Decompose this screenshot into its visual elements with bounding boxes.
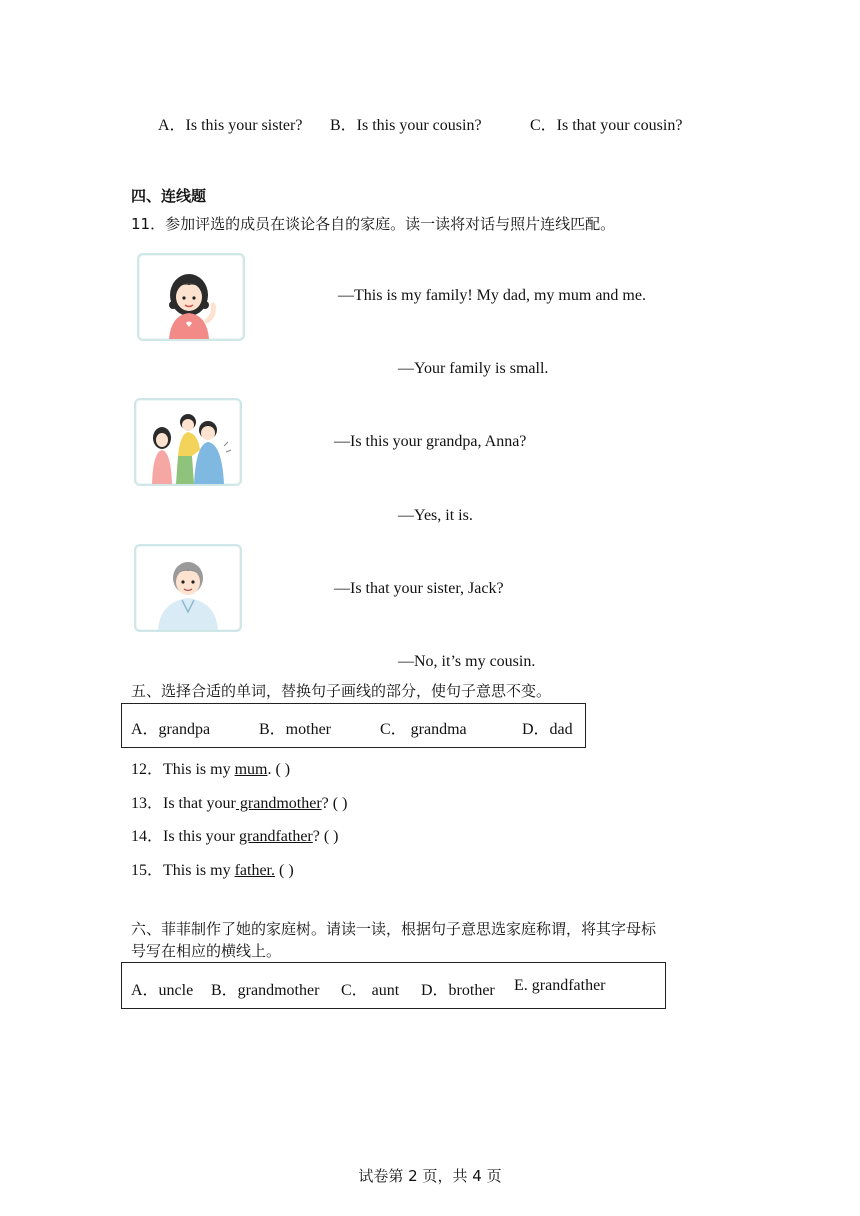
- question-14: [131, 823, 339, 846]
- section5-option-b: B．mother: [259, 721, 331, 738]
- page-footer: 试卷第 2 页，共 4 页: [358, 1167, 502, 1185]
- section4-heading: 四、连线题: [131, 187, 207, 205]
- question-12-underlined: mum: [234, 761, 268, 778]
- question-13-underlined: grandmother: [235, 795, 322, 812]
- section5-heading: 五、选择合适的单词，替换句子画线的部分，使句子意思不变。: [131, 682, 552, 700]
- dialog-line-1: —This is my family! My dad, my mum and me.: [338, 287, 646, 304]
- section6-options-box: [121, 962, 666, 1009]
- question-14-prefix: 14．Is this your: [131, 828, 240, 845]
- section6-option-a: A．uncle: [131, 982, 194, 999]
- question-15-underlined: father.: [234, 862, 275, 879]
- question-15: [131, 857, 294, 880]
- question-14-underlined: grandfather: [239, 828, 313, 845]
- section6-heading-line1: 六、菲菲制作了她的家庭树。请读一读，根据句子意思选家庭称谓，将其字母标: [131, 920, 657, 938]
- question-12-prefix: 12．This is my: [131, 761, 235, 778]
- grandpa-photo: [134, 544, 242, 632]
- q10-option-a: A．Is this your sister?: [158, 117, 303, 134]
- dialog-line-2: —Your family is small.: [398, 360, 549, 377]
- section5-option-a: A．grandpa: [131, 721, 211, 738]
- dialog-line-5: —Is that your sister, Jack?: [334, 580, 504, 597]
- question-12-answer: . ( ): [267, 761, 291, 778]
- section5-option-c: C． grandma: [380, 721, 467, 738]
- question-13: [131, 790, 347, 813]
- family-photo: [134, 398, 242, 486]
- dialog-line-6: —No, it’s my cousin.: [398, 653, 536, 670]
- q11-text: 11．参加评选的成员在谈论各自的家庭。读一读将对话与照片连线匹配。: [131, 215, 616, 233]
- question-13-answer: ? ( ): [321, 795, 348, 812]
- section6-option-c: C． aunt: [341, 982, 400, 999]
- question-12: [131, 756, 290, 779]
- dialog-line-4: —Yes, it is.: [398, 507, 473, 524]
- q10-option-c: C．Is that your cousin?: [530, 117, 683, 134]
- dialog-line-3: —Is this your grandpa, Anna?: [334, 433, 527, 450]
- question-14-answer: ? ( ): [312, 828, 339, 845]
- question-15-answer: ( ): [275, 862, 294, 879]
- question-15-prefix: 15．This is my: [131, 862, 235, 879]
- section5-option-d: D．dad: [522, 721, 573, 738]
- section6-option-e: E. grandfather: [514, 977, 606, 994]
- section5-options-box: [121, 703, 586, 748]
- girl-photo: [137, 253, 245, 341]
- question-13-prefix: 13．Is that your: [131, 795, 236, 812]
- section6-option-d: D．brother: [421, 982, 495, 999]
- section6-option-b: B．grandmother: [211, 982, 320, 999]
- section6-heading-line2: 号写在相应的横线上。: [131, 942, 282, 960]
- q10-option-b: B．Is this your cousin?: [330, 117, 482, 134]
